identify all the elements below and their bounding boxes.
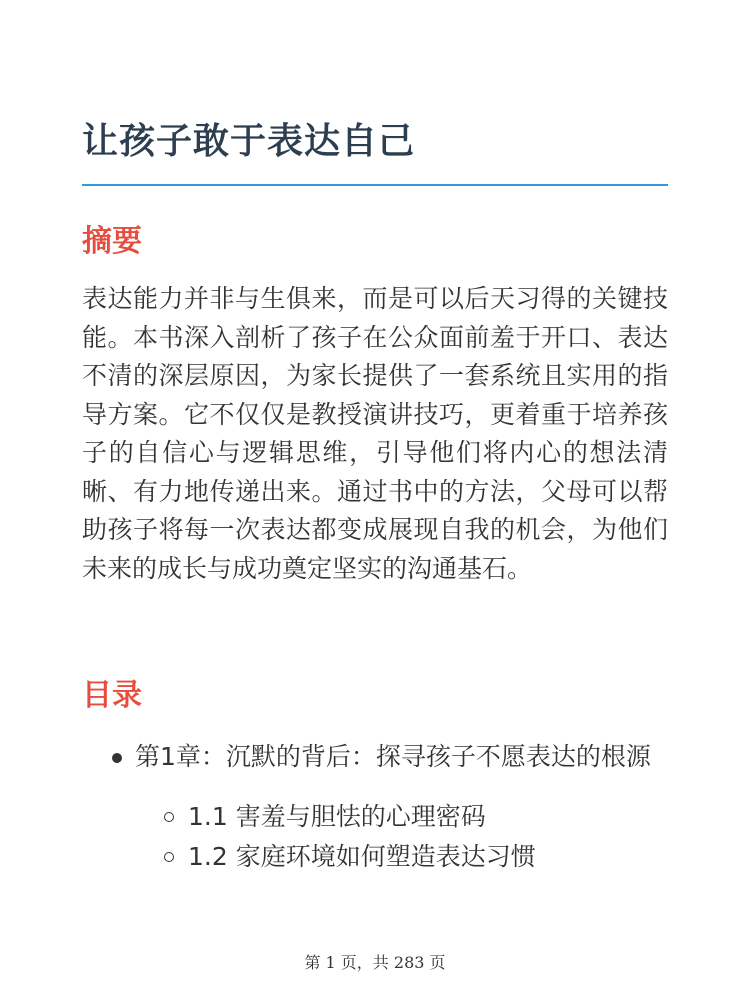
bullet-circle-icon xyxy=(164,852,174,862)
toc-chapter-label: 第1章：沉默的背后：探寻孩子不愿表达的根源 xyxy=(135,742,651,771)
summary-paragraph: 表达能力并非与生俱来，而是可以后天习得的关键技能。本书深入剖析了孩子在公众面前羞于开口、表达不清的深层原因，为家长提供了一套系统且实用的指导方案。它不仅仅是教授演讲技巧，更着重于培养孩子的自信心与逻辑思维，引导他们将内心的想法清晰、有力地传递出来。通过书中的方法，父母可以帮助孩子将每一次表达都变成展现自我的机会，为他们未来的成长与成功奠定坚实的沟通基石。 xyxy=(82,284,668,583)
bullet-disc-icon xyxy=(112,753,122,763)
toc-heading: 目录 xyxy=(82,678,142,713)
toc-subsection-list xyxy=(82,798,668,876)
toc-section-1-1[interactable] xyxy=(82,798,668,836)
table-of-contents xyxy=(82,738,668,878)
toc-section-label: 1.1 害羞与胆怯的心理密码 xyxy=(188,802,486,831)
toc-section-1-2[interactable] xyxy=(82,838,668,876)
toc-section-label: 1.2 家庭环境如何塑造表达习惯 xyxy=(188,842,536,871)
summary-heading: 摘要 xyxy=(82,224,142,259)
page-footer: 第 1 页，共 283 页 xyxy=(304,953,446,972)
title-divider xyxy=(82,184,668,186)
bullet-circle-icon xyxy=(164,812,174,822)
document-title: 让孩子敢于表达自己 xyxy=(82,121,416,162)
toc-chapter-1[interactable] xyxy=(82,738,668,776)
